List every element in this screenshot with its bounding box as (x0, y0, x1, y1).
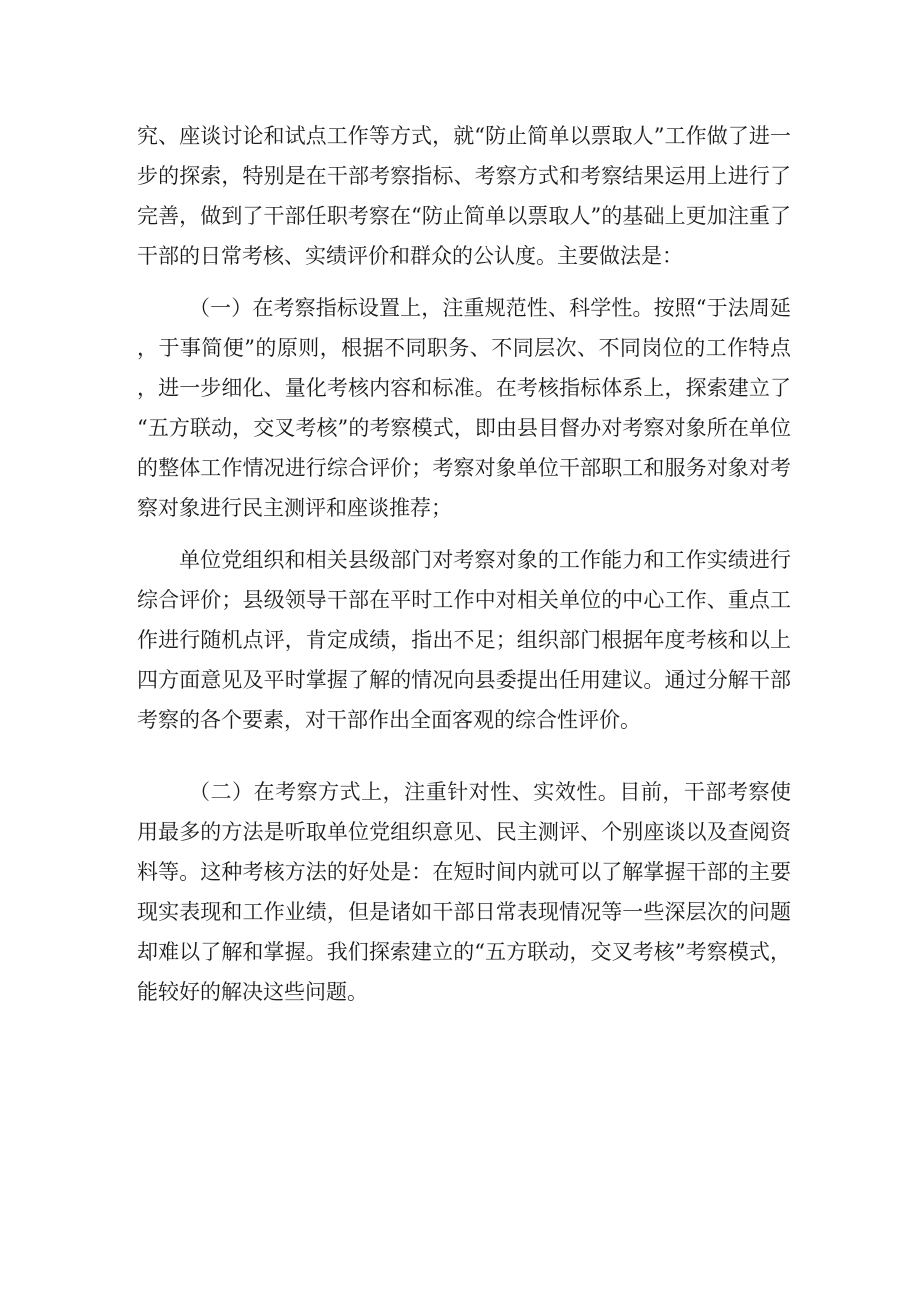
paragraph-evaluation-parties: 单位党组织和相关县级部门对考察对象的工作能力和工作实绩进行综合评价；县级领导干部在平时工作中对相关单位的中心工作、重点工作进行随机点评，肯定成绩，指出不足；组织部门根据年度考核和以上四方面意见及平时掌握了解的情况向县委提出任用建议。通过分解干部考察的各个要素，对干部作出全面客观的综合性评价。 (137, 548, 791, 732)
paragraph-continuation: 究、座谈讨论和试点工作等方式，就“防止简单以票取人”工作做了进一步的探索，特别是在干部考察指标、考察方式和考察结果运用上进行了完善，做到了干部任职考察在“防止简单以票取人”的基础上更加注重了干部的日常考核、实绩评价和群众的公认度。主要做法是： (137, 124, 791, 268)
document-body (137, 116, 791, 1012)
paragraph-section-one: （一）在考察指标设置上，注重规范性、科学性。按照“于法周延，于事简便”的原则，根据不同职务、不同层次、不同岗位的工作特点，进一步细化、量化考核内容和标准。在考核指标体系上，探索建立了“五方联动，交叉考核”的考察模式，即由县目督办对考察对象所在单位的整体工作情况进行综合评价；考察对象单位干部职工和服务对象对考察对象进行民主测评和座谈推荐； (137, 296, 791, 520)
paragraph-section-two: （二）在考察方式上，注重针对性、实效性。目前，干部考察使用最多的方法是听取单位党组织意见、民主测评、个别座谈以及查阅资料等。这种考核方法的好处是：在短时间内就可以了解掌握干部的主要现实表现和工作业绩，但是诸如干部日常表现情况等一些深层次的问题却难以了解和掌握。我们探索建立的“五方联动，交叉考核”考察模式，能较好的解决这些问题。 (137, 780, 791, 1004)
